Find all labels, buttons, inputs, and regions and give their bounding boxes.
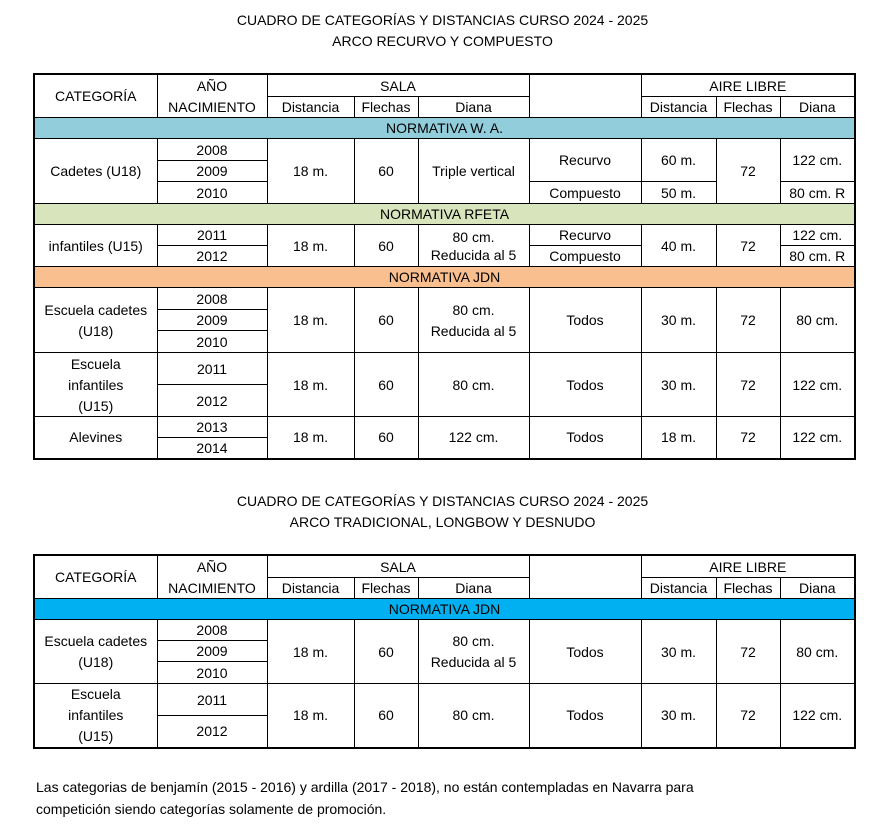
al-diana: 122 cm.	[780, 684, 855, 748]
header-categoria: CATEGORÍA	[34, 74, 157, 118]
header-sala-diana: Diana	[418, 97, 529, 118]
bow-type: Todos	[529, 353, 641, 417]
cat-name-line1: Escuela	[70, 355, 121, 372]
cat-name-line3: (U15)	[78, 728, 114, 745]
header-ano: AÑO	[157, 74, 267, 97]
sala-distancia: 18 m.	[267, 353, 354, 417]
sala-diana	[418, 620, 529, 684]
sala-diana	[418, 225, 529, 267]
header-al-distancia: Distancia	[641, 578, 716, 599]
al-diana: 80 cm.	[780, 620, 855, 684]
table2-title	[0, 491, 885, 533]
al-flechas: 72	[716, 353, 780, 417]
sala-distancia: 18 m.	[267, 225, 354, 267]
band-normativa-jdn: NORMATIVA JDN	[34, 267, 855, 288]
header-sala-flechas: Flechas	[354, 578, 418, 599]
header-sala: SALA	[267, 555, 529, 578]
header-al-diana: Diana	[780, 97, 855, 118]
header-sala-flechas: Flechas	[354, 97, 418, 118]
header-aire-libre: AIRE LIBRE	[641, 74, 855, 97]
sala-distancia: 18 m.	[267, 288, 354, 353]
al-diana: 80 cm.	[780, 288, 855, 353]
sala-flechas: 60	[354, 684, 418, 748]
al-distancia: 50 m.	[641, 182, 716, 204]
band-normativa-wa: NORMATIVA W. A.	[34, 118, 855, 139]
cat-name-line1: Escuela cadetes	[44, 633, 148, 649]
cat-escuela-infantiles	[34, 684, 157, 748]
year: 2012	[157, 385, 267, 417]
header-nacimiento: NACIMIENTO	[157, 97, 267, 118]
bow-type: Todos	[529, 288, 641, 353]
year: 2011	[157, 684, 267, 716]
year: 2012	[157, 246, 267, 267]
al-distancia: 18 m.	[641, 417, 716, 459]
cat-cadetes: Cadetes (U18)	[34, 139, 157, 204]
year: 2014	[157, 438, 267, 459]
al-flechas: 72	[716, 225, 780, 267]
year: 2010	[157, 662, 267, 684]
al-diana: 122 cm.	[780, 225, 855, 246]
year: 2011	[157, 225, 267, 246]
header-al-flechas: Flechas	[716, 578, 780, 599]
cat-infantiles: infantiles (U15)	[34, 225, 157, 267]
sala-diana: Triple vertical	[418, 139, 529, 204]
table1-title	[0, 10, 885, 52]
al-diana: 80 cm. R	[780, 182, 855, 204]
year: 2010	[157, 182, 267, 204]
header-nacimiento: NACIMIENTO	[157, 578, 267, 599]
sala-diana: 80 cm.	[418, 353, 529, 417]
bow-type: Todos	[529, 417, 641, 459]
sala-diana-line1: 80 cm.	[452, 228, 495, 245]
year: 2009	[157, 310, 267, 331]
bow-type: Todos	[529, 684, 641, 748]
header-al-flechas: Flechas	[716, 97, 780, 118]
year: 2012	[157, 716, 267, 748]
year: 2008	[157, 139, 267, 161]
al-diana: 80 cm. R	[780, 246, 855, 267]
cat-name-line3: (U15)	[78, 397, 114, 414]
sala-diana-line1: 80 cm.	[452, 301, 495, 318]
al-distancia: 30 m.	[641, 288, 716, 353]
year: 2011	[157, 353, 267, 385]
al-distancia: 30 m.	[641, 620, 716, 684]
cat-name-line1: Escuela	[70, 686, 121, 703]
al-distancia: 30 m.	[641, 684, 716, 748]
table1-title-line1: CUADRO DE CATEGORÍAS Y DISTANCIAS CURSO 2024 - 2025	[236, 12, 649, 28]
sala-flechas: 60	[354, 620, 418, 684]
cat-name-line2: (U18)	[78, 654, 114, 670]
header-sala-distancia: Distancia	[267, 578, 354, 599]
year: 2010	[157, 331, 267, 353]
al-distancia: 40 m.	[641, 225, 716, 267]
cat-name-line2: (U18)	[78, 322, 114, 339]
cat-escuela-cadetes	[34, 288, 157, 353]
year: 2009	[157, 161, 267, 182]
al-flechas: 72	[716, 139, 780, 204]
band-normativa-jdn: NORMATIVA JDN	[34, 599, 855, 620]
sala-diana	[418, 288, 529, 353]
table2-title-line1: CUADRO DE CATEGORÍAS Y DISTANCIAS CURSO 2024 - 2025	[236, 493, 649, 509]
band-normativa-rfeta: NORMATIVA RFETA	[34, 204, 855, 225]
cat-name-line1: Escuela cadetes	[44, 301, 148, 318]
sala-flechas: 60	[354, 288, 418, 353]
sala-diana-line2: Reducida al 5	[430, 246, 517, 263]
sala-flechas: 60	[354, 353, 418, 417]
header-categoria: CATEGORÍA	[34, 555, 157, 599]
header-blank	[529, 74, 641, 118]
tradicional-longbow-desnudo-table	[33, 554, 856, 749]
sala-diana-line2: Reducida al 5	[430, 322, 517, 339]
al-distancia: 60 m.	[641, 139, 716, 182]
year: 2008	[157, 288, 267, 310]
bow-type: Recurvo	[529, 225, 641, 246]
header-blank	[529, 555, 641, 599]
cat-escuela-cadetes	[34, 620, 157, 684]
al-diana: 122 cm.	[780, 353, 855, 417]
header-sala-distancia: Distancia	[267, 97, 354, 118]
al-flechas: 72	[716, 417, 780, 459]
al-diana: 122 cm.	[780, 417, 855, 459]
header-aire-libre: AIRE LIBRE	[641, 555, 855, 578]
cat-alevines: Alevines	[34, 417, 157, 459]
header-ano: AÑO	[157, 555, 267, 578]
bow-type: Compuesto	[529, 246, 641, 267]
footnote-line1: Las categorias de benjamín (2015 - 2016) y ardilla (2017 - 2018), no están contempladas en Navarra para	[36, 779, 694, 795]
recurvo-compuesto-table	[33, 73, 856, 460]
header-sala: SALA	[267, 74, 529, 97]
cat-escuela-infantiles	[34, 353, 157, 417]
cat-name-line2: infantiles	[68, 376, 124, 393]
header-al-distancia: Distancia	[641, 97, 716, 118]
table1-title-line2: ARCO RECURVO Y COMPUESTO	[332, 33, 553, 49]
al-flechas: 72	[716, 684, 780, 748]
al-flechas: 72	[716, 288, 780, 353]
bow-type: Compuesto	[529, 182, 641, 204]
al-flechas: 72	[716, 620, 780, 684]
header-sala-diana: Diana	[418, 578, 529, 599]
al-distancia: 30 m.	[641, 353, 716, 417]
sala-distancia: 18 m.	[267, 417, 354, 459]
bow-type: Todos	[529, 620, 641, 684]
year: 2013	[157, 417, 267, 438]
sala-diana: 80 cm.	[418, 684, 529, 748]
bow-type: Recurvo	[529, 139, 641, 182]
al-diana: 122 cm.	[780, 139, 855, 182]
footnote	[36, 776, 836, 820]
sala-diana-line1: 80 cm.	[452, 633, 495, 649]
sala-diana-line2: Reducida al 5	[430, 654, 517, 670]
year: 2008	[157, 620, 267, 641]
table2-title-line2: ARCO TRADICIONAL, LONGBOW Y DESNUDO	[289, 514, 596, 530]
sala-diana: 122 cm.	[418, 417, 529, 459]
footnote-line2: competición siendo categorías solamente de promoción.	[36, 801, 387, 817]
header-al-diana: Diana	[780, 578, 855, 599]
sala-distancia: 18 m.	[267, 684, 354, 748]
cat-name-line2: infantiles	[68, 707, 124, 724]
sala-flechas: 60	[354, 139, 418, 204]
sala-flechas: 60	[354, 417, 418, 459]
sala-distancia: 18 m.	[267, 620, 354, 684]
year: 2009	[157, 641, 267, 662]
sala-flechas: 60	[354, 225, 418, 267]
sala-distancia: 18 m.	[267, 139, 354, 204]
